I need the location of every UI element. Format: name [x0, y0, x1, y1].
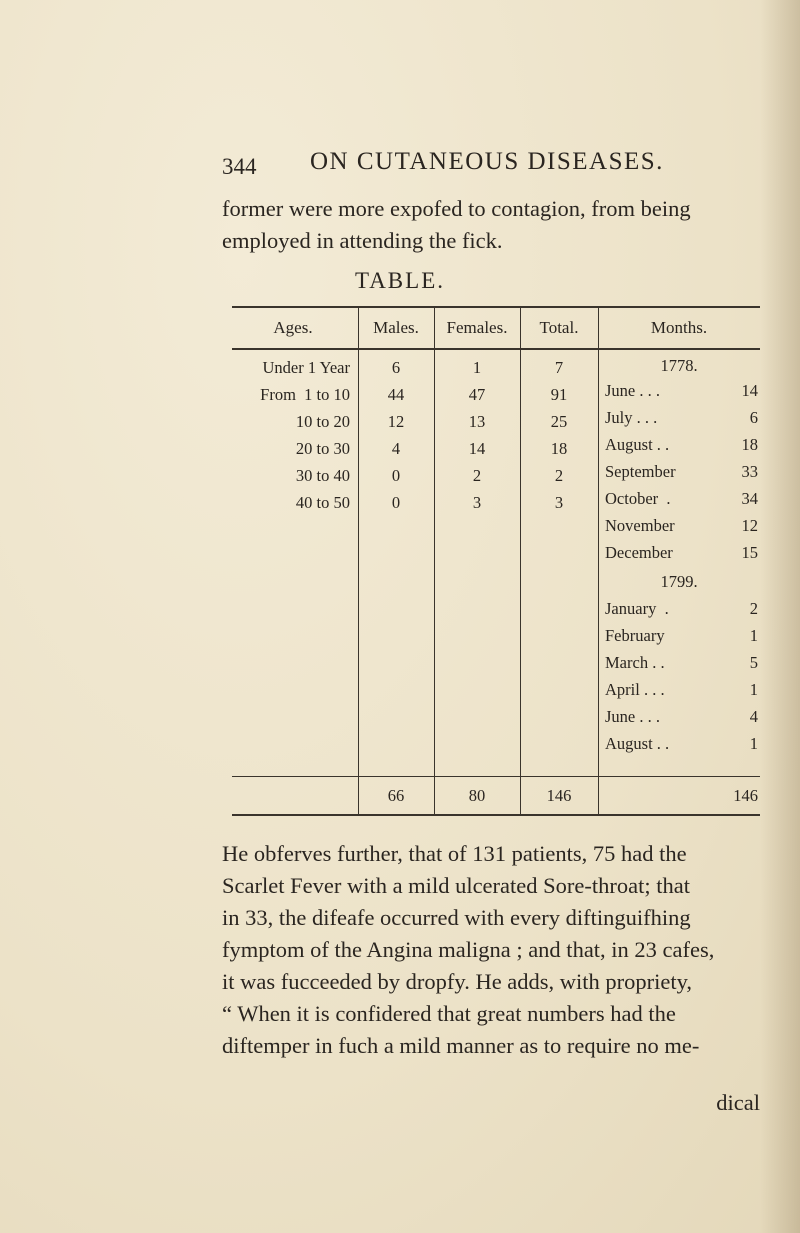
- month-name: September: [605, 462, 676, 481]
- males-cell: 0: [391, 493, 401, 512]
- text-line: former were more expofed to contagion, from being: [222, 196, 691, 221]
- body-paragraph: [222, 838, 762, 1062]
- text-line: diftemper in fuch a mild manner as to require no me-: [222, 1033, 700, 1058]
- females-cell: 1: [472, 358, 482, 377]
- month-name: August . .: [605, 734, 670, 753]
- total-males: 66: [387, 786, 405, 805]
- females-cell: 47: [468, 385, 486, 404]
- total-total: 146: [546, 786, 572, 805]
- page-header: [222, 148, 762, 188]
- females-cell: 13: [468, 412, 486, 431]
- intro-paragraph: [222, 193, 762, 257]
- month-count: 14: [741, 381, 758, 400]
- month-name: June . . .: [605, 707, 660, 726]
- females-cell: 3: [472, 493, 482, 512]
- text-line: employed in attending the fick.: [222, 228, 503, 253]
- column-divider: [358, 306, 359, 814]
- month-count: 33: [741, 462, 758, 481]
- text-line: fymptom of the Angina maligna ; and that, in 23 cafes,: [222, 937, 715, 962]
- total-cell: 2: [554, 466, 564, 485]
- total-rule: [232, 776, 760, 777]
- males-cell: 6: [391, 358, 401, 377]
- year-label: 1778.: [660, 356, 698, 375]
- age-cell: 10 to 20: [295, 412, 350, 431]
- page-number: 344: [222, 154, 257, 179]
- month-count: 1: [749, 734, 758, 753]
- column-divider: [434, 306, 435, 814]
- total-cell: 25: [550, 412, 568, 431]
- month-count: 5: [749, 653, 758, 672]
- month-count: 2: [749, 599, 758, 618]
- header-total: Total.: [539, 318, 579, 337]
- age-cell: 30 to 40: [295, 466, 350, 485]
- age-cell: 20 to 30: [295, 439, 350, 458]
- females-cell: 14: [468, 439, 486, 458]
- month-count: 15: [741, 543, 758, 562]
- month-count: 4: [749, 707, 758, 726]
- table-bottom-rule: [232, 814, 760, 816]
- table-top-rule: [232, 306, 760, 308]
- page-edge-shadow: [760, 0, 800, 1233]
- header-females: Females.: [446, 318, 508, 337]
- statistics-table: [232, 306, 760, 816]
- total-females: 80: [468, 786, 486, 805]
- month-name: April . . .: [605, 680, 665, 699]
- month-count: 34: [741, 489, 758, 508]
- month-name: January .: [605, 599, 669, 618]
- text-line: it was fucceeded by dropfy. He adds, with propriety,: [222, 969, 693, 994]
- males-cell: 4: [391, 439, 401, 458]
- month-name: July . . .: [605, 408, 658, 427]
- month-name: August . .: [605, 435, 670, 454]
- text-line: “ When it is confidered that great numbers had the: [222, 1001, 676, 1026]
- month-name: November: [605, 516, 675, 535]
- table-title: TABLE.: [354, 268, 445, 293]
- males-cell: 44: [387, 385, 405, 404]
- month-count: 1: [749, 626, 758, 645]
- age-cell: From 1 to 10: [260, 385, 350, 404]
- total-cell: 3: [554, 493, 564, 512]
- total-cell: 91: [550, 385, 568, 404]
- females-cell: 2: [472, 466, 482, 485]
- header-months: Months.: [650, 318, 708, 337]
- running-head: ON CUTANEOUS DISEASES.: [310, 148, 664, 175]
- total-months: 146: [733, 786, 758, 805]
- month-count: 18: [741, 435, 758, 454]
- total-cell: 18: [550, 439, 568, 458]
- text-line: Scarlet Fever with a mild ulcerated Sore-throat; that: [222, 873, 690, 898]
- month-count: 12: [741, 516, 758, 535]
- column-divider: [520, 306, 521, 814]
- month-name: October .: [605, 489, 671, 508]
- text-line: He obferves further, that of 131 patients, 75 had the: [222, 841, 687, 866]
- header-ages: Ages.: [273, 318, 313, 337]
- age-cell: Under 1 Year: [262, 358, 350, 377]
- month-count: 1: [749, 680, 758, 699]
- header-rule: [232, 348, 760, 350]
- males-cell: 0: [391, 466, 401, 485]
- males-cell: 12: [387, 412, 405, 431]
- header-males: Males.: [373, 318, 419, 337]
- month-count: 6: [749, 408, 758, 427]
- total-cell: 7: [554, 358, 564, 377]
- year-label: 1799.: [660, 572, 698, 591]
- month-name: March . .: [605, 653, 665, 672]
- month-name: December: [605, 543, 673, 562]
- age-cell: 40 to 50: [295, 493, 350, 512]
- text-line: in 33, the difeafe occurred with every diftinguifhing: [222, 905, 691, 930]
- month-name: June . . .: [605, 381, 660, 400]
- month-name: February: [605, 626, 665, 645]
- catchword: dical: [716, 1090, 760, 1115]
